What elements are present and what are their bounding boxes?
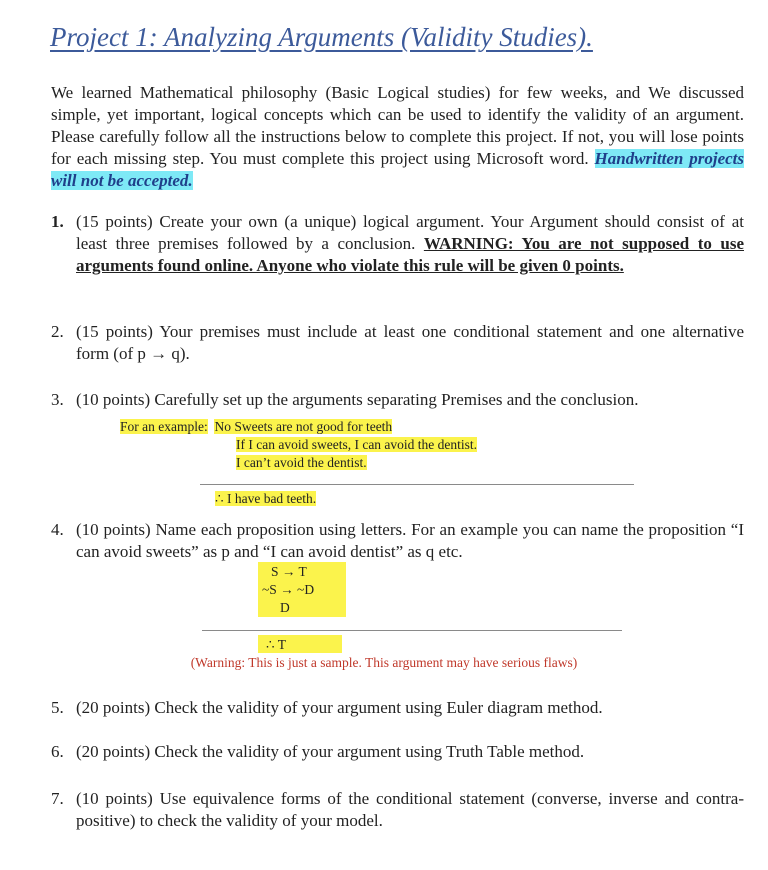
example-premise-2: If I can avoid sweets, I can avoid the dentist. [236, 437, 478, 452]
instruction-item-5 [51, 697, 744, 719]
sample-warning-note: (Warning: This is just a sample. This argument may have serious flaws) [190, 655, 578, 670]
instruction-item-7 [51, 788, 744, 832]
item-number: 5. [51, 698, 64, 717]
instruction-item-3 [51, 389, 744, 411]
item-number: 6. [51, 742, 64, 761]
intro-text: We learned Mathematical philosophy (Basic Logical studies) for few weeks, and We discussed simple, yet important, logical concepts which can be used to identify the validity of an argument. Please carefully follow all the instructions below to complete this project. If not, you will lose points for each missing step. You must complete this project using Microsoft word. [51, 83, 744, 168]
item-number: 7. [51, 789, 64, 808]
item-text: (10 points) Name each proposition using letters. For an example you can name the proposition “I can avoid sweets” as p and “I can avoid dentist” as q etc. [76, 520, 744, 561]
item-number: 1. [51, 212, 64, 231]
page-title: Project 1: Analyzing Arguments (Validity Studies). [50, 22, 593, 52]
item-number: 3. [51, 390, 64, 409]
symbolic-line-1: S → T [271, 564, 307, 579]
example-premise-3-row [236, 454, 367, 471]
intro-highlight: Handwritten projects will not be accepted. [51, 149, 744, 190]
divider-line [202, 630, 622, 631]
instruction-item-4 [51, 519, 744, 563]
symbolic-line-3: D [280, 600, 290, 615]
item-warning: WARNING: You are not supposed to use arguments found online. Anyone who violate this rule will be given 0 points. [76, 234, 744, 275]
example-premise-1: No Sweets are not good for teeth [214, 419, 393, 434]
example-block [120, 418, 392, 435]
item-text: (20 points) Check the validity of your argument using Truth Table method. [76, 742, 585, 761]
symbolic-line-2: ~S → ~D [262, 582, 315, 597]
instruction-item-2 [51, 321, 744, 365]
example-premise-3: I can’t avoid the dentist. [236, 455, 367, 470]
intro-paragraph [51, 82, 744, 192]
example-label: For an example: [120, 419, 208, 434]
item-text: (20 points) Check the validity of your argument using Euler diagram method. [76, 698, 603, 717]
symbolic-conclusion: ∴ T [266, 637, 286, 652]
item-text: (10 points) Carefully set up the arguments separating Premises and the conclusion. [76, 390, 639, 409]
divider-line [200, 484, 634, 485]
item-text: (15 points) Create your own (a unique) logical argument. Your Argument should consist of at least three premises followed by a conclusion. [76, 212, 744, 253]
instruction-item-1 [51, 211, 744, 277]
instruction-item-6 [51, 741, 744, 763]
item-number: 4. [51, 520, 64, 539]
example-premise-2-row [236, 436, 477, 453]
example-conclusion-row [215, 490, 316, 507]
item-text: (10 points) Use equivalence forms of the conditional statement (converse, inverse and contra-positive) to check the validity of your model. [76, 789, 744, 830]
item-number: 2. [51, 322, 64, 341]
item-text: (15 points) Your premises must include at least one conditional statement and one alternative form (of p → q). [76, 322, 744, 363]
example-conclusion: ∴ I have bad teeth. [215, 491, 317, 506]
